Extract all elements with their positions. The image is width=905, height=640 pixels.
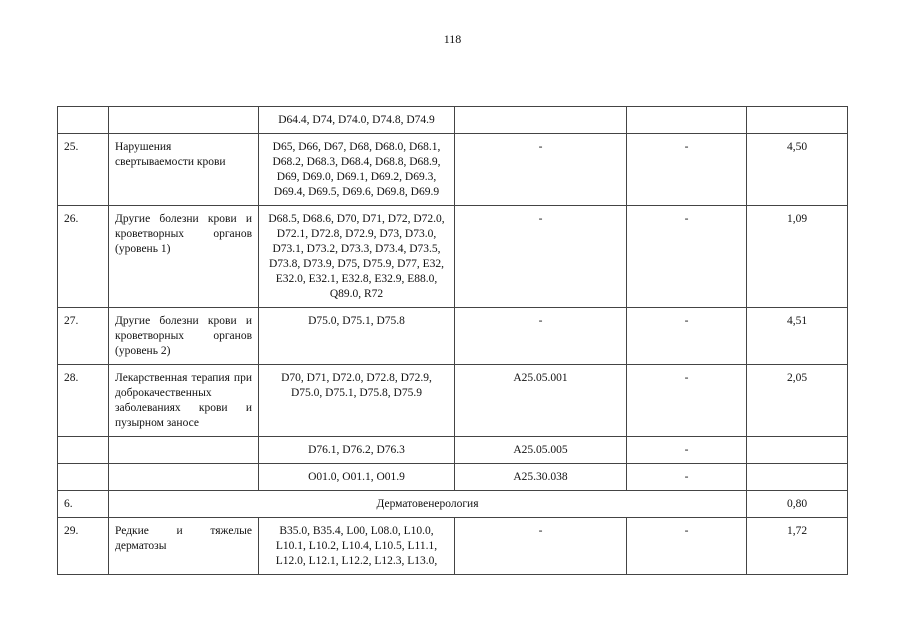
table-row <box>58 464 848 491</box>
table-row <box>58 206 848 308</box>
table-row <box>58 437 848 464</box>
table-row <box>58 518 848 575</box>
row-number <box>58 437 109 464</box>
coefficient: 1,09 <box>747 206 848 308</box>
group-name <box>109 464 259 491</box>
group-name: Редкие и тяжелые дерматозы <box>109 518 259 575</box>
group-name: Другие болезни крови и кроветворных органов (уровень 2) <box>109 308 259 365</box>
group-name: Другие болезни крови и кроветворных органов (уровень 1) <box>109 206 259 308</box>
section-title: Дерматовенерология <box>109 491 747 518</box>
row-number: 27. <box>58 308 109 365</box>
coefficient <box>747 107 848 134</box>
tariff-table <box>57 106 848 575</box>
coefficient <box>747 437 848 464</box>
coefficient: 2,05 <box>747 365 848 437</box>
coefficient: 4,50 <box>747 134 848 206</box>
diagnosis-codes: O01.0, O01.1, O01.9 <box>259 464 455 491</box>
section-coefficient: 0,80 <box>747 491 848 518</box>
service-code: A25.05.005 <box>455 437 627 464</box>
extra-criterion: - <box>627 437 747 464</box>
diagnosis-codes: D75.0, D75.1, D75.8 <box>259 308 455 365</box>
extra-criterion: - <box>627 518 747 575</box>
service-code: - <box>455 518 627 575</box>
page-number: 118 <box>443 32 462 46</box>
diagnosis-codes: B35.0, B35.4, L00, L08.0, L10.0, L10.1, L10.2, L10.4, L10.5, L11.1, L12.0, L12.1, L12.2, L12.3, L13.0, <box>259 518 455 575</box>
extra-criterion: - <box>627 134 747 206</box>
diagnosis-codes: D70, D71, D72.0, D72.8, D72.9, D75.0, D75.1, D75.8, D75.9 <box>259 365 455 437</box>
extra-criterion: - <box>627 464 747 491</box>
row-number: 26. <box>58 206 109 308</box>
diagnosis-codes: D65, D66, D67, D68, D68.0, D68.1, D68.2, D68.3, D68.4, D68.8, D68.9, D69, D69.0, D69.1, D69.2, D69.3, D69.4, D69.5, D69.6, D69.8, D69.9 <box>259 134 455 206</box>
coefficient: 1,72 <box>747 518 848 575</box>
coefficient <box>747 464 848 491</box>
service-code <box>455 107 627 134</box>
group-name <box>109 437 259 464</box>
service-code: A25.05.001 <box>455 365 627 437</box>
extra-criterion: - <box>627 365 747 437</box>
diagnosis-codes: D76.1, D76.2, D76.3 <box>259 437 455 464</box>
table-row <box>58 134 848 206</box>
extra-criterion: - <box>627 206 747 308</box>
coefficient: 4,51 <box>747 308 848 365</box>
table-row <box>58 107 848 134</box>
extra-criterion <box>627 107 747 134</box>
table-row <box>58 365 848 437</box>
group-name: Нарушения свертываемости крови <box>109 134 259 206</box>
row-number: 29. <box>58 518 109 575</box>
table-row <box>58 308 848 365</box>
row-number <box>58 107 109 134</box>
service-code: - <box>455 206 627 308</box>
service-code: A25.30.038 <box>455 464 627 491</box>
section-number: 6. <box>58 491 109 518</box>
row-number: 25. <box>58 134 109 206</box>
service-code: - <box>455 134 627 206</box>
row-number <box>58 464 109 491</box>
service-code: - <box>455 308 627 365</box>
section-row <box>58 491 848 518</box>
row-number: 28. <box>58 365 109 437</box>
group-name <box>109 107 259 134</box>
diagnosis-codes: D68.5, D68.6, D70, D71, D72, D72.0, D72.1, D72.8, D72.9, D73, D73.0, D73.1, D73.2, D73.3, D73.4, D73.5, D73.8, D73.9, D75, D75.9, D77, E32, E32.0, E32.1, E32.8, E32.9, E88.0, Q89.0, R72 <box>259 206 455 308</box>
extra-criterion: - <box>627 308 747 365</box>
diagnosis-codes: D64.4, D74, D74.0, D74.8, D74.9 <box>259 107 455 134</box>
group-name: Лекарственная терапия при доброкачественных заболеваниях крови и пузырном заносе <box>109 365 259 437</box>
